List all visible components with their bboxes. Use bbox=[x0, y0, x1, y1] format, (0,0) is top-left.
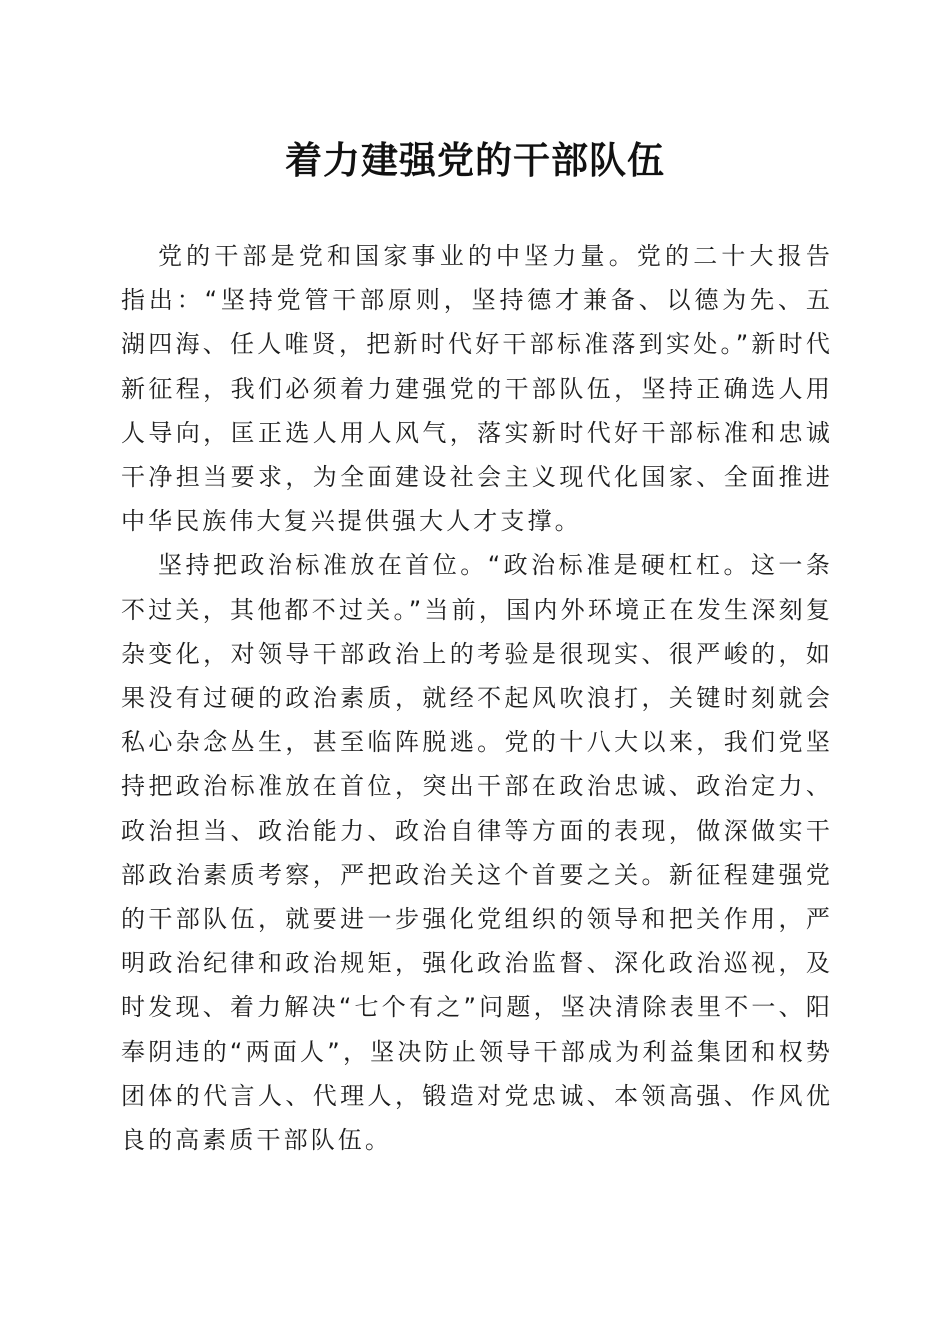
paragraph-intro: 党的干部是党和国家事业的中坚力量。党的二十大报告指出：“坚持党管干部原则，坚持德才兼备、以德为先、五湖四海、任人唯贤，把新时代好干部标准落到实处。”新时代新征程，我们必须着力建强党的干部队伍，坚持正确选人用人导向，匡正选人用人风气，落实新时代好干部标准和忠诚干净担当要求，为全面建设社会主义现代化国家、全面推进中华民族伟大复兴提供强大人才支撑。 bbox=[121, 242, 833, 536]
document-body bbox=[121, 234, 833, 1162]
document-title: 着力建强党的干部队伍 bbox=[285, 138, 665, 182]
paragraph-political-standard: 坚持把政治标准放在首位。“政治标准是硬杠杠。这一条不过关，其他都不过关。”当前，国内外环境正在发生深刻复杂变化，对领导干部政治上的考验是很现实、很严峻的，如果没有过硬的政治素质，就经不起风吹浪打，关键时刻就会私心杂念丛生，甚至临阵脱逃。党的十八大以来，我们党坚持把政治标准放在首位，突出干部在政治忠诚、政治定力、政治担当、政治能力、政治自律等方面的表现，做深做实干部政治素质考察，严把政治关这个首要之关。新征程建强党的干部队伍，就要进一步强化党组织的领导和把关作用，严明政治纪律和政治规矩，强化政治监督、深化政治巡视，及时发现、着力解决“七个有之”问题，坚决清除表里不一、阳奉阴违的“两面人”，坚决防止领导干部成为利益集团和权势团体的代言人、代理人，锻造对党忠诚、本领高强、作风优良的高素质干部队伍。 bbox=[121, 551, 833, 1155]
